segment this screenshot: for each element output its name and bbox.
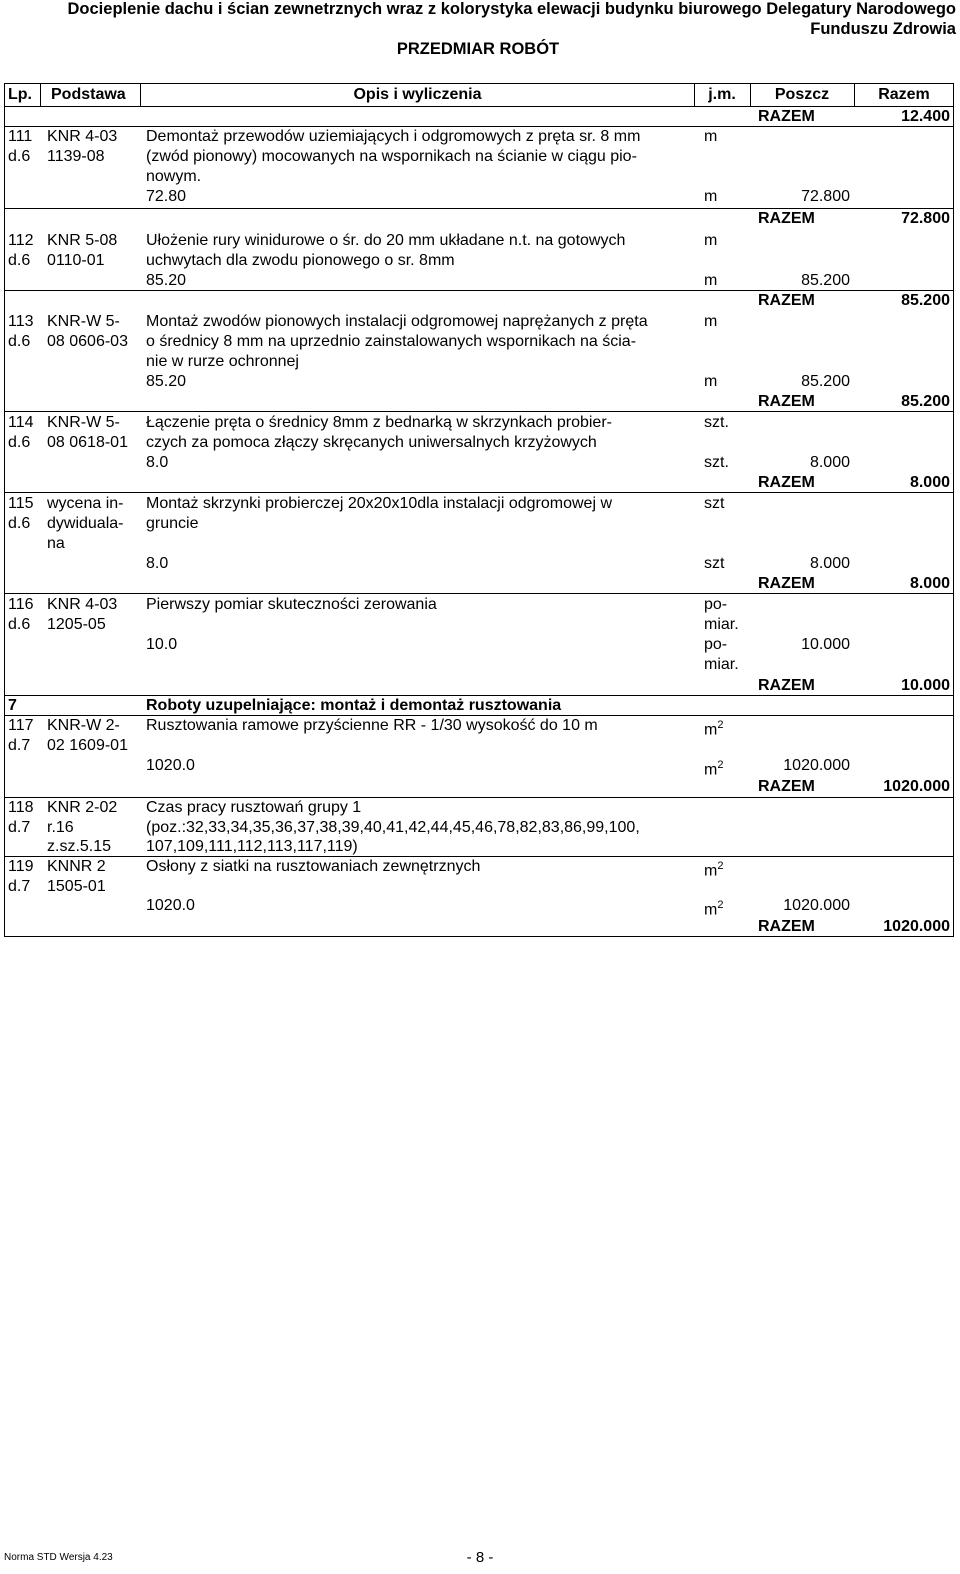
item-jm: $m^2$ bbox=[704, 719, 724, 739]
cost-estimate-table bbox=[4, 83, 954, 936]
item-lp-sub: d.7 bbox=[8, 737, 31, 754]
item-opis: Osłony z siatki na rusztowaniach zewnętrznych bbox=[146, 858, 481, 875]
razem-label: RAZEM bbox=[758, 474, 815, 491]
item-lp-sub: d.6 bbox=[8, 616, 31, 633]
table-rule bbox=[953, 83, 954, 936]
item-calc: 8.0 bbox=[146, 454, 169, 471]
item-poszcz: 72.800 bbox=[801, 188, 850, 205]
item-calc: 10.0 bbox=[146, 636, 178, 653]
item-calc-jm: po- bbox=[704, 636, 728, 653]
razem-label: RAZEM bbox=[758, 918, 815, 935]
razem-value: 1020.000 bbox=[883, 918, 950, 935]
item-calc-jm: szt bbox=[704, 555, 725, 572]
item-lp: 118 bbox=[8, 799, 34, 816]
item-opis: Demontaż przewodów uziemiających i odgromowych z pręta sr. 8 mm bbox=[146, 128, 641, 145]
item-podstawa: 1505-01 bbox=[47, 878, 106, 895]
item-jm: szt. bbox=[704, 414, 729, 431]
razem-label: RAZEM bbox=[758, 778, 815, 795]
razem-label: RAZEM bbox=[758, 575, 815, 592]
item-lp-sub: d.7 bbox=[8, 878, 31, 895]
header-opis: Opis i wyliczenia bbox=[353, 86, 482, 103]
item-opis: o średnicy 8 mm na uprzednio zainstalowanych wspornikach na ścia- bbox=[146, 333, 637, 350]
razem-value: 10.000 bbox=[901, 677, 950, 694]
item-podstawa: 08 0618-01 bbox=[47, 434, 128, 451]
item-jm: m bbox=[704, 313, 718, 330]
razem-value: 1020.000 bbox=[883, 778, 950, 795]
item-podstawa: KNR 5-08 bbox=[47, 232, 118, 249]
razem-label: RAZEM bbox=[758, 292, 815, 309]
item-podstawa: 02 1609-01 bbox=[47, 737, 128, 754]
item-jm: po- bbox=[704, 596, 728, 613]
item-podstawa: 1205-05 bbox=[47, 616, 106, 633]
item-opis: Czas pracy rusztowań grupy 1 bbox=[146, 799, 362, 816]
item-opis: Łączenie pręta o średnicy 8mm z bednarką w skrzynkach probier- bbox=[146, 414, 612, 431]
item-podstawa: KNR-W 5- bbox=[47, 313, 120, 330]
table-rule bbox=[4, 492, 954, 493]
item-poszcz: 10.000 bbox=[801, 636, 850, 653]
table-rule bbox=[40, 83, 41, 107]
item-calc-jm: m bbox=[704, 272, 718, 289]
header-poszcz: Poszcz bbox=[774, 86, 830, 103]
item-lp: 116 bbox=[8, 596, 34, 613]
item-opis: 107,109,111,112,113,117,119) bbox=[146, 838, 358, 855]
table-rule bbox=[4, 83, 954, 84]
item-opis: Pierwszy pomiar skuteczności zerowania bbox=[146, 596, 437, 613]
razem-label: RAZEM bbox=[758, 210, 815, 227]
item-podstawa: na bbox=[47, 535, 65, 552]
item-lp-sub: d.6 bbox=[8, 333, 31, 350]
item-poszcz: 85.200 bbox=[801, 373, 850, 390]
item-jm: $m^2$ bbox=[704, 860, 724, 880]
document-title bbox=[0, 0, 956, 39]
item-lp: 117 bbox=[8, 717, 34, 734]
item-poszcz: 1020.000 bbox=[783, 757, 850, 774]
razem-label: RAZEM bbox=[758, 677, 815, 694]
item-podstawa: KNR 2-02 bbox=[47, 799, 118, 816]
item-lp: 113 bbox=[8, 313, 34, 330]
item-lp-sub: d.6 bbox=[8, 515, 31, 532]
item-podstawa: KNNR 2 bbox=[47, 858, 106, 875]
item-lp: 115 bbox=[8, 495, 34, 512]
item-calc-jm: szt. bbox=[704, 454, 729, 471]
item-poszcz: 85.200 bbox=[801, 272, 850, 289]
item-podstawa: KNR-W 5- bbox=[47, 414, 120, 431]
item-jm: m bbox=[704, 232, 718, 249]
item-calc: 8.0 bbox=[146, 555, 169, 572]
header-lp: Lp. bbox=[8, 86, 32, 103]
title-line-1: Docieplenie dachu i ścian zewnetrznych wraz z kolorystyka elewacji budynku biurowego Delegatury Narodowego bbox=[67, 0, 956, 18]
table-rule bbox=[4, 593, 954, 594]
razem-label: RAZEM bbox=[758, 108, 815, 125]
item-opis: nowym. bbox=[146, 168, 202, 185]
item-calc-jm: m bbox=[704, 188, 718, 205]
item-opis: uchwytach dla zwodu pionowego o sr. 8mm bbox=[146, 252, 455, 269]
item-opis: Ułożenie rury winidurowe o śr. do 20 mm układane n.t. na gotowych bbox=[146, 232, 626, 249]
item-lp-sub: d.6 bbox=[8, 252, 31, 269]
software-version: Norma STD Wersja 4.23 bbox=[4, 1552, 113, 1563]
item-calc-jm: $m^2$ bbox=[704, 899, 724, 919]
item-lp-sub: d.6 bbox=[8, 434, 31, 451]
item-podstawa: wycena in- bbox=[47, 495, 124, 512]
razem-value: 85.200 bbox=[901, 393, 950, 410]
item-lp: 112 bbox=[8, 232, 34, 249]
item-opis: Montaż skrzynki probierczej 20x20x10dla instalacji odgromowej w bbox=[146, 495, 612, 512]
header-jm: j.m. bbox=[708, 86, 736, 103]
item-opis: gruncie bbox=[146, 515, 199, 532]
table-rule bbox=[4, 936, 954, 937]
section-title: Roboty uzupelniające: montaż i demontaż rusztowania bbox=[146, 697, 562, 714]
item-calc: 85.20 bbox=[146, 272, 187, 289]
item-podstawa: z.sz.5.15 bbox=[47, 838, 112, 855]
item-calc: 1020.0 bbox=[146, 757, 195, 774]
item-podstawa: dywiduala- bbox=[47, 515, 124, 532]
item-calc: 1020.0 bbox=[146, 897, 195, 914]
item-poszcz: 8.000 bbox=[809, 555, 850, 572]
item-podstawa: 1139-08 bbox=[47, 148, 105, 165]
item-opis: Montaż zwodów pionowych instalacji odgromowej naprężanych z pręta bbox=[146, 313, 648, 330]
item-lp: 111 bbox=[8, 128, 33, 145]
item-jm: miar. bbox=[704, 616, 739, 633]
page-number: - 8 - bbox=[466, 1549, 494, 1566]
title-line-2: Funduszu Zdrowia bbox=[810, 19, 956, 38]
item-podstawa: KNR 4-03 bbox=[47, 128, 118, 145]
item-calc: 72.80 bbox=[146, 188, 187, 205]
item-lp: 119 bbox=[8, 858, 34, 875]
item-lp-sub: d.7 bbox=[8, 819, 31, 836]
item-poszcz: 8.000 bbox=[809, 454, 850, 471]
item-podstawa: KNR 4-03 bbox=[47, 596, 118, 613]
item-jm: m bbox=[704, 128, 718, 145]
item-podstawa: KNR-W 2- bbox=[47, 717, 120, 734]
item-opis: nie w rurze ochronnej bbox=[146, 353, 299, 370]
table-rule bbox=[4, 411, 954, 412]
razem-value: 8.000 bbox=[909, 474, 950, 491]
item-calc: 85.20 bbox=[146, 373, 187, 390]
item-podstawa: 0110-01 bbox=[47, 252, 105, 269]
razem-label: RAZEM bbox=[758, 393, 815, 410]
item-jm: szt bbox=[704, 495, 725, 512]
item-opis: czych za pomoca złączy skręcanych uniwersalnych krzyżowych bbox=[146, 434, 597, 451]
item-lp-sub: d.6 bbox=[8, 148, 31, 165]
item-lp: 114 bbox=[8, 414, 34, 431]
item-calc-jm: m bbox=[704, 373, 718, 390]
item-opis: (poz.:32,33,34,35,36,37,38,39,40,41,42,44,45,46,78,82,83,86,99,100, bbox=[146, 819, 640, 836]
section-number: 7 bbox=[8, 697, 17, 714]
item-calc-jm: miar. bbox=[704, 656, 739, 673]
header-podstawa: Podstawa bbox=[51, 86, 126, 103]
razem-value: 72.800 bbox=[901, 210, 950, 227]
razem-value: 12.400 bbox=[901, 108, 950, 125]
item-podstawa: 08 0606-03 bbox=[47, 333, 128, 350]
item-opis: (zwód pionowy) mocowanych na wspornikach na ścianie w ciągu pio- bbox=[146, 148, 637, 165]
razem-value: 85.200 bbox=[901, 292, 950, 309]
item-opis: Rusztowania ramowe przyścienne RR - 1/30 wysokość do 10 m bbox=[146, 717, 598, 734]
razem-value: 8.000 bbox=[909, 575, 950, 592]
item-calc-jm: $m^2$ bbox=[704, 759, 724, 779]
item-podstawa: r.16 bbox=[47, 819, 74, 836]
item-poszcz: 1020.000 bbox=[783, 897, 850, 914]
header-razem: Razem bbox=[878, 86, 930, 103]
table-rule bbox=[4, 83, 5, 936]
document-subtitle: PRZEDMIAR ROBÓT bbox=[396, 40, 560, 58]
